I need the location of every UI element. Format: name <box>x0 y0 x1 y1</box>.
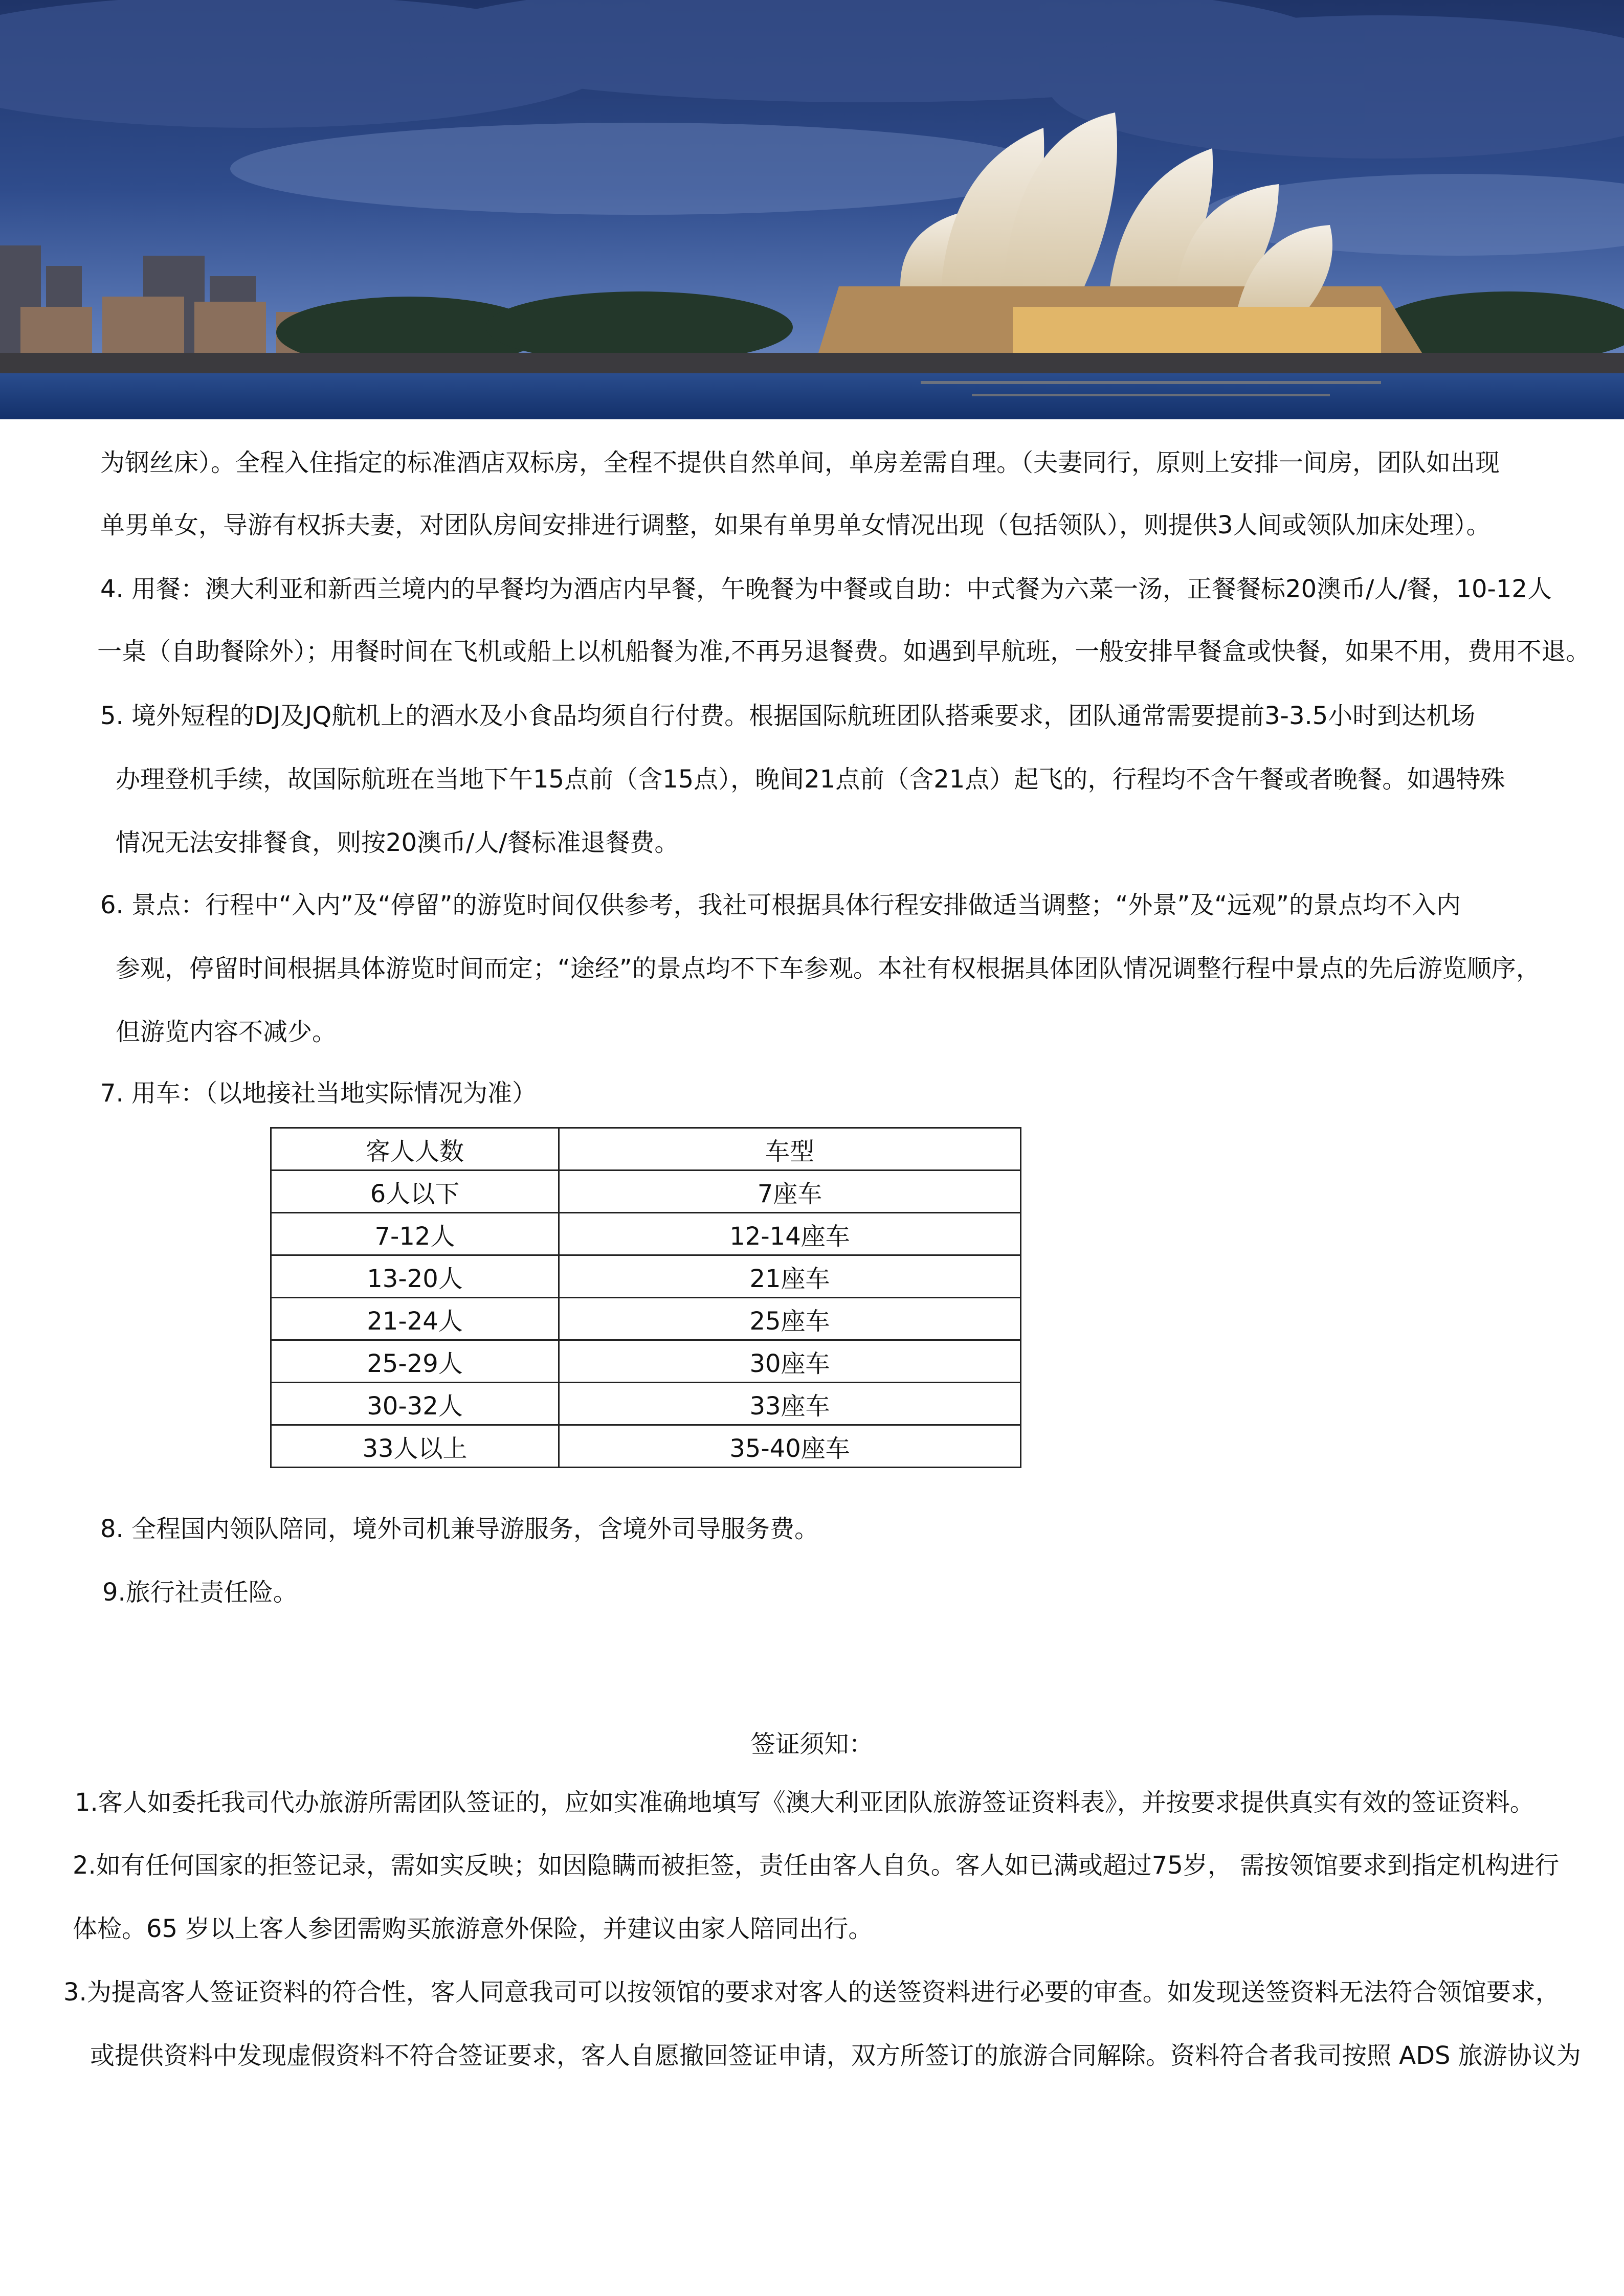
table-row <box>271 1383 1021 1425</box>
guide-line-1: 8. 全程国内领队陪同，境外司机兼导游服务，含境外司导服务费。 <box>100 1515 819 1543</box>
cell-vehicle: 35-40座车 <box>559 1425 1021 1468</box>
vehicle-table <box>270 1127 1021 1468</box>
cell-vehicle: 12-14座车 <box>559 1213 1021 1255</box>
cell-passengers: 6人以下 <box>271 1170 559 1213</box>
visa-item-3-line-1: 3.为提高客人签证资料的符合性，客人同意我司可以按领馆的要求对客人的送签资料进行必要的审查。如发现送签资料无法符合领馆要求， <box>63 1978 1560 2007</box>
vehicle-line-1: 7. 用车：（以地接社当地实际情况为准） <box>100 1079 537 1108</box>
table-row <box>271 1425 1021 1468</box>
sights-line-3: 但游览内容不减少。 <box>116 1018 337 1046</box>
header-vehicle-type: 车型 <box>559 1128 1021 1170</box>
table-header-row <box>271 1128 1021 1170</box>
meals-line-2: 一桌（自助餐除外）；用餐时间在飞机或船上以机船餐为准,不再另退餐费。如遇到早航班，一般安排早餐盒或快餐，如果不用，费用不退。 <box>97 637 1591 666</box>
flights-line-2: 办理登机手续，故国际航班在当地下午15点前（含15点），晚间21点前（含21点）起飞的，行程均不含午餐或者晚餐。如遇特殊 <box>116 765 1505 794</box>
cell-vehicle: 30座车 <box>559 1340 1021 1383</box>
cell-vehicle: 7座车 <box>559 1170 1021 1213</box>
cell-passengers: 33人以上 <box>271 1425 559 1468</box>
cell-vehicle: 25座车 <box>559 1298 1021 1340</box>
cell-vehicle: 33座车 <box>559 1383 1021 1425</box>
flights-line-1: 5. 境外短程的DJ及JQ航机上的酒水及小食品均须自行付费。根据国际航班团队搭乘要求，团队通常需要提前3-3.5小时到达机场 <box>100 702 1476 730</box>
cell-passengers: 13-20人 <box>271 1255 559 1298</box>
table-row <box>271 1298 1021 1340</box>
banner-image <box>0 0 1624 419</box>
header-passengers: 客人人数 <box>271 1128 559 1170</box>
table-row <box>271 1255 1021 1298</box>
cell-vehicle: 21座车 <box>559 1255 1021 1298</box>
insurance-line-1: 9.旅行社责任险。 <box>102 1578 298 1607</box>
sights-line-2: 参观，停留时间根据具体游览时间而定；“途经”的景点均不下车参观。本社有权根据具体团队情况调整行程中景点的先后游览顺序， <box>116 954 1541 983</box>
table-row <box>271 1170 1021 1213</box>
table-row <box>271 1213 1021 1255</box>
visa-item-2-line-1: 2.如有任何国家的拒签记录，需如实反映；如因隐瞒而被拒签，责任由客人自负。客人如已满或超过75岁， 需按领馆要求到指定机构进行 <box>73 1851 1560 1880</box>
visa-item-3-line-2: 或提供资料中发现虚假资料不符合签证要求，客人自愿撤回签证申请，双方所签订的旅游合同解除。资料符合者我司按照 ADS 旅游协议为 <box>90 2041 1581 2070</box>
meals-line-1: 4. 用餐：澳大利亚和新西兰境内的早餐均为酒店内早餐，午晚餐为中餐或自助：中式餐为六菜一汤，正餐餐标20澳币/人/餐，10-12人 <box>100 575 1552 603</box>
cell-passengers: 7-12人 <box>271 1213 559 1255</box>
cell-passengers: 30-32人 <box>271 1383 559 1425</box>
cell-passengers: 21-24人 <box>271 1298 559 1340</box>
flights-line-3: 情况无法安排餐食，则按20澳币/人/餐标准退餐费。 <box>116 828 679 857</box>
opera-house-illustration <box>0 0 1624 419</box>
sights-line-1: 6. 景点：行程中“入内”及“停留”的游览时间仅供参考，我社可根据具体行程安排做适当调整；“外景”及“远观”的景点均不入内 <box>100 891 1461 919</box>
table-row <box>271 1340 1021 1383</box>
visa-item-2-line-2: 体检。65 岁以上客人参团需购买旅游意外保险，并建议由家人陪同出行。 <box>73 1915 873 1943</box>
room-line-2: 单男单女，导游有权拆夫妻，对团队房间安排进行调整，如果有单男单女情况出现（包括领队），则提供3人间或领队加床处理）。 <box>100 511 1491 539</box>
cell-passengers: 25-29人 <box>271 1340 559 1383</box>
visa-title: 签证须知： <box>750 1730 874 1759</box>
room-line-1: 为钢丝床）。全程入住指定的标准酒店双标房，全程不提供自然单间，单房差需自理。（夫妻同行，原则上安排一间房，团队如出现 <box>100 448 1500 477</box>
visa-item-1-line-1: 1.客人如委托我司代办旅游所需团队签证的，应如实准确地填写《澳大利亚团队旅游签证资料表》，并按要求提供真实有效的签证资料。 <box>75 1788 1534 1817</box>
